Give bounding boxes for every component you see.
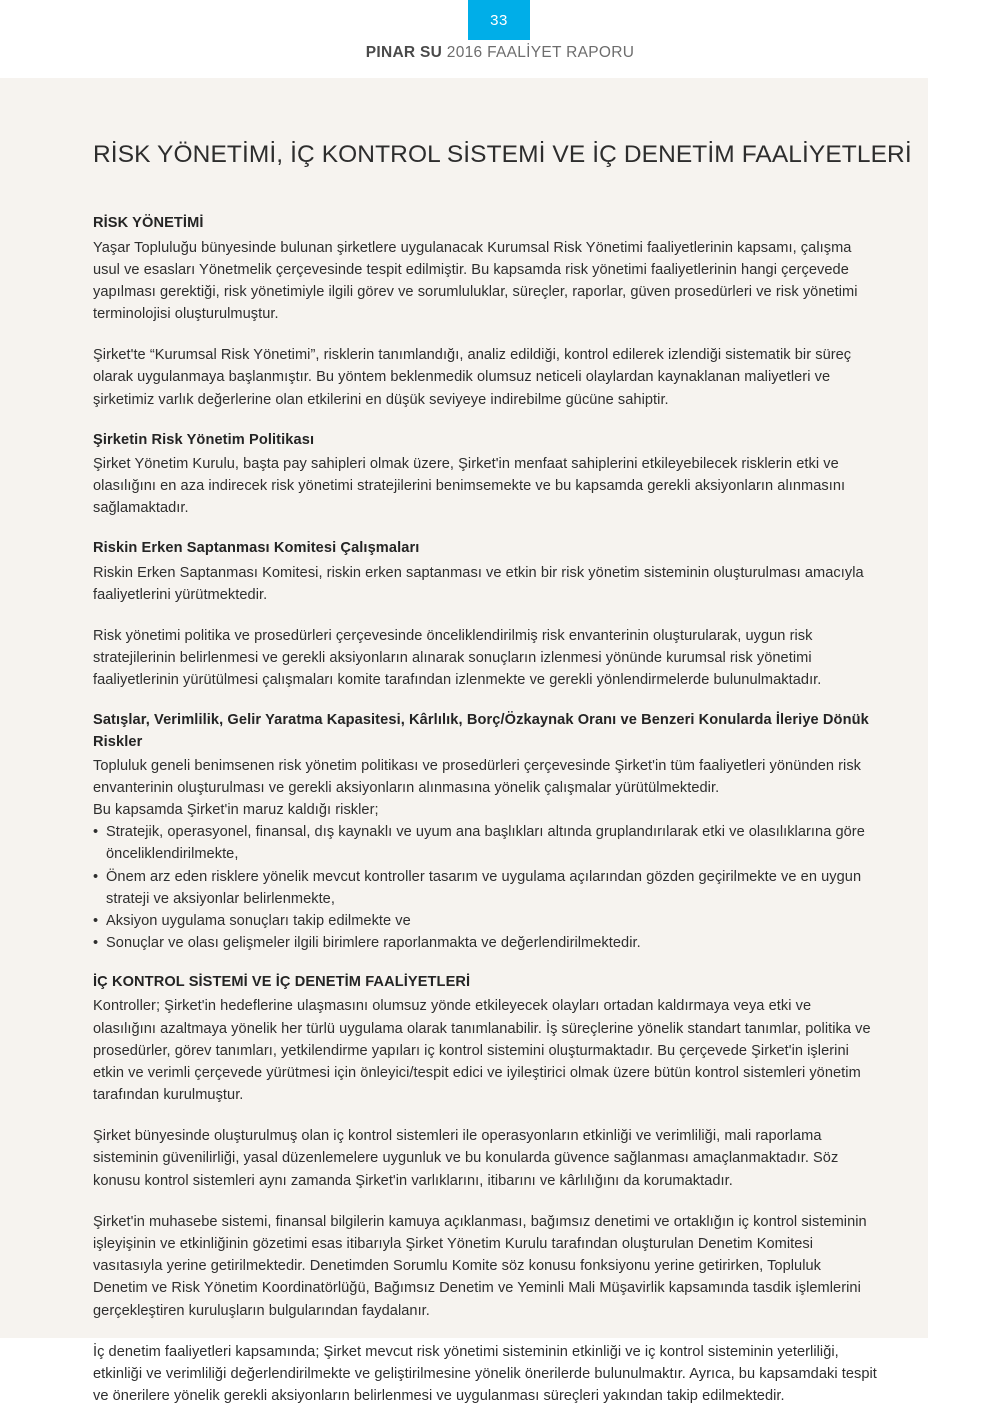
page-title: RİSK YÖNETİMİ, İÇ KONTROL SİSTEMİ VE İÇ DENETİM FAALİYETLERİ (93, 141, 912, 168)
running-head-rest: 2016 FAALİYET RAPORU (442, 44, 635, 61)
paragraph-ileriye-donuk-2: Bu kapsamda Şirket'in maruz kaldığı riskler; (93, 802, 379, 819)
paragraph-komite-1: Riskin Erken Saptanması Komitesi, riskin erken saptanması ve etkin bir risk yönetim sisteminin oluşturulması amacıyla faaliyetlerini yürütmektedir. (93, 564, 864, 603)
content-panel (0, 78, 928, 1405)
subheading-ileriye-donuk-riskler: Satışlar, Verimlilik, Gelir Yaratma Kapasitesi, Kârlılık, Borç/Özkaynak Oranı ve Benzeri Konularda İleriye Dönük Riskler (93, 712, 869, 750)
paragraph-ic-kontrol-4: İç denetim faaliyetleri kapsamında; Şirket mevcut risk yönetimi sisteminin etkinliği ve iç kontrol sisteminin yeterliliği, etkinliği ve verimliliği değerlendirilmekte ve geliştirilmesine yönelik önerilerde bulunulmaktır. Ayrıca, bu kapsamdaki tespit ve önerilere yönelik gerekli aksiyonların belirlenmesi ve uygulanması süreçleri yakından takip edilmektedir. (93, 1343, 877, 1405)
content-inner (93, 140, 912, 1414)
paragraph-ic-kontrol-3: Şirket'in muhasebe sistemi, finansal bilgilerin kamuya açıklanması, bağımsız denetimi ve ortaklığın iç kontrol sisteminin işleyişinin ve etkinliğinin gözetimi esas itibarıyla Şirket Yönetim Kurulu tarafından oluşturulan Denetim Komitesi vasıtasıyla yerine getirilmektedir. Denetimden Sorumlu Komite söz konusu fonksiyonu yerine getirirken, Topluluk Denetim ve Risk Yönetim Koordinatörlüğü, Bağımsız Denetim ve Yeminli Mali Müşavirlik kapsamında tasdik işlemlerini gerçekleştiren kuruluşların bulgularından faydalanır. (93, 1213, 867, 1319)
section-heading-ic-kontrol: İÇ KONTROL SİSTEMİ VE İÇ DENETİM FAALİYETLERİ (93, 974, 471, 991)
spacer (93, 964, 877, 972)
paragraph-risk-yonetimi-1: Yaşar Topluluğu bünyesinde bulunan şirketlere uygulanacak Kurumsal Risk Yönetimi faaliyetlerinin kapsamı, çalışma usul ve esasları Yönetmelik çerçevesinde tespit edilmiştir. Bu kapsamda risk yönetimi faaliyetlerinin hangi çerçevede yapılması gerektiği, risk yönetimiyle ilgili görev ve sorumluluklar, süreçler, raporlar, güven prosedürleri ve risk yönetimi terminolojisi oluşturulmuştur. (93, 239, 858, 323)
list-item: • Sonuçlar ve olası gelişmeler ilgili birimlere raporlanmakta ve değerlendirilmektedir. (93, 932, 877, 954)
paragraph-ic-kontrol-2: Şirket bünyesinde oluşturulmuş olan iç kontrol sistemleri ile operasyonların etkinliği ve verimliliği, mali raporlama sisteminin güvenilirliği, yasal düzenlemelere uygunluk ve bu konularda güvence sağlanması amaçlanmaktadır. Söz konusu kontrol sistemleri aynı zamanda Şirket'in varlıklarını, itibarını ve kârlılığını da korumaktadır. (93, 1128, 839, 1189)
paragraph-komite-2: Risk yönetimi politika ve prosedürleri çerçevesinde önceliklendirilmiş risk envanterinin oluşturularak, uygun risk stratejilerinin belirlenmesi ve gerekli aksiyonların alınarak sonuçların izlenmesi yönünde kurumsal risk yönetimi faaliyetlerinin yürütülmesi çalışmaları komite tarafından izlenmekte ve gerekli yönlendirmelerde bulunulmaktadır. (93, 627, 822, 689)
section-heading-risk-yonetimi: RİSK YÖNETİMİ (93, 215, 204, 232)
list-item: • Önem arz eden risklere yönelik mevcut kontroller tasarım ve uygulama açılarından gözden geçirilmekte ve en uygun strateji ve aksiyonlar belirlenmekte, (93, 866, 877, 910)
running-head (0, 44, 1000, 62)
paragraph-politika-1: Şirket Yönetim Kurulu, başta pay sahipleri olmak üzere, Şirket'in menfaat sahiplerini etkileyebilecek risklerin etki ve olasılığını en aza indirecek risk yönetimi stratejilerini benimsemekte ve bu kapsamda gerekli aksiyonların alınmasını sağlamaktadır. (93, 455, 846, 517)
page-number-tab (468, 0, 530, 40)
risk-bullet-list (93, 821, 877, 954)
subheading-riskin-erken-saptanmasi-komitesi: Riskin Erken Saptanması Komitesi Çalışmaları (93, 540, 420, 557)
page-number-label: 33 (490, 11, 508, 29)
paragraph-ileriye-donuk-1: Topluluk geneli benimsenen risk yönetim politikası ve prosedürleri çerçevesinde Şirket'in tüm faaliyetleri yönünden risk envanterinin oluşturulması ve gerekli aksiyonların alınmasına yönelik çalışmalar yürütülmektedir. (93, 757, 862, 796)
subheading-risk-yonetim-politikasi: Şirketin Risk Yönetim Politikası (93, 431, 315, 448)
list-item: • Aksiyon uygulama sonuçları takip edilmekte ve (93, 910, 877, 932)
paragraph-ic-kontrol-1: Kontroller; Şirket'in hedeflerine ulaşmasını olumsuz yönde etkileyecek olayları ortadan kaldırmaya veya etki ve olasılığını azaltmaya yönelik her türlü uygulama olarak tanımlanabilir. İş süreçlerine yönelik standart tanımlar, politika ve prosedürler, görev tanımları, yetkilendirme yapıları iç kontrol sistemini oluşturmaktadır. Bu çerçevede Şirket'in işlerini etkin ve verimli çerçevede yürütmesi için önleyici/tespit edici ve iyileştirici olmak üzere bütün kontrol sistemleri yönetim tarafından kurulmuştur. (93, 998, 871, 1104)
paragraph-risk-yonetimi-2: Şirket'te “Kurumsal Risk Yönetimi”, risklerin tanımlandığı, analiz edildiği, kontrol edilerek izlendiği sistematik bir süreç olarak uygulanmaya başlanmıştır. Bu yöntem beklenmedik olumsuz neticeli olaylardan kaynaklanan maliyetleri ve şirketimiz varlık değerlerine olan etkilerini en düşük seviyeye indirebilme gücüne sahiptir. (93, 347, 852, 408)
list-item: • Stratejik, operasyonel, finansal, dış kaynaklı ve uyum ana başlıkları altında gruplandırılarak etki ve olasılıklarına göre önceliklendirilmekte, (93, 821, 877, 865)
running-head-brand: PINAR SU (365, 44, 443, 61)
